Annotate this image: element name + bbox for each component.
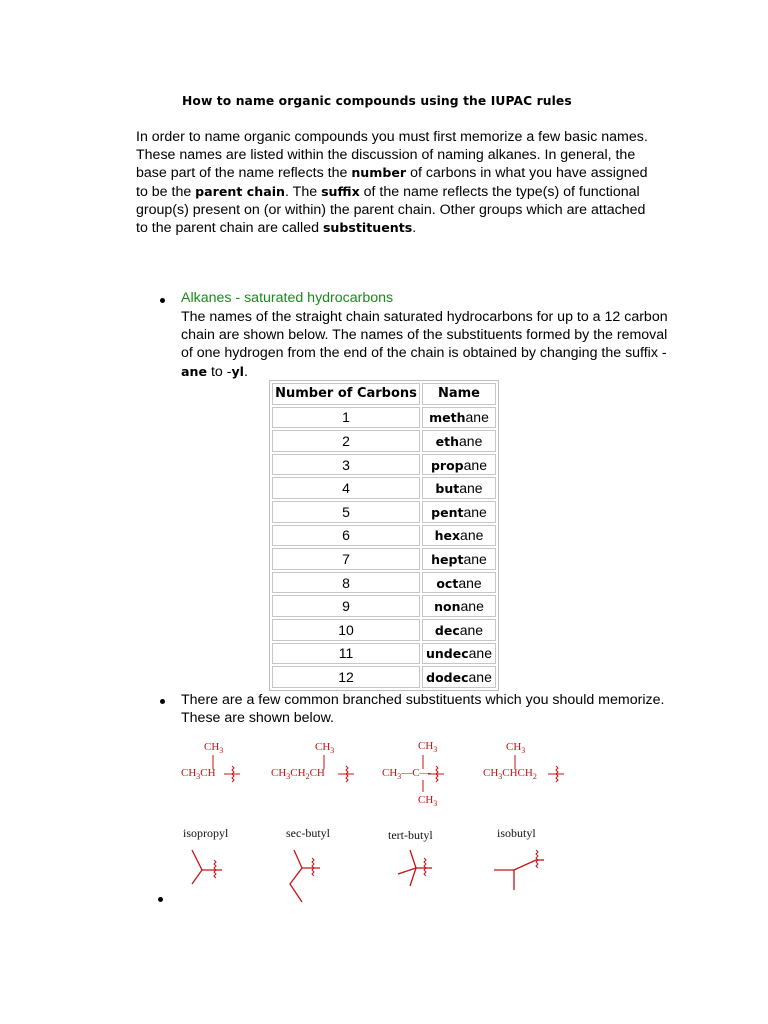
secbutyl-condensed: $CH_3CH_2CH$ — [271, 767, 325, 782]
bullet-marker — [160, 298, 165, 303]
label-sec-butyl: sec-butyl — [286, 826, 330, 840]
alkane-suffix: ane — [460, 527, 484, 544]
emphasis-term: substituents — [322, 220, 413, 236]
alkane-suffix: ane — [463, 456, 487, 473]
intro-paragraph: In order to name organic compounds you must first memorize a few basic names. These names are listed within the discussion of naming alkanes. In general, the base part of the name reflects the number of carbons in what you have assigned to be the parent chain. The suffix of the name reflects the type(s) of functional group(s) present on (or within) the parent chain. Other groups which are attached to the parent chain are called substituents. — [136, 129, 648, 237]
alkane-stem: dodec — [426, 669, 469, 685]
table-row — [272, 643, 496, 665]
column-header-name: Name — [422, 383, 496, 405]
table-header-row — [272, 383, 496, 405]
alkane-suffix: ane — [463, 503, 487, 520]
emphasis-term: parent chain — [195, 183, 286, 199]
alkane-stem: hex — [434, 528, 461, 544]
table-row — [272, 619, 496, 641]
label-isobutyl: isobutyl — [497, 826, 536, 840]
alkane-name-cell — [422, 643, 496, 665]
carbon-count-cell: 9 — [272, 595, 420, 617]
table-row — [272, 666, 496, 688]
carbon-count-cell: 7 — [272, 548, 420, 570]
alkane-name-cell — [422, 454, 496, 476]
carbon-count-cell: 2 — [272, 430, 420, 452]
alkanes-heading: Alkanes - saturated hydrocarbons — [181, 290, 394, 306]
alkane-name-cell — [422, 407, 496, 429]
alkane-stem: non — [434, 599, 461, 615]
alkane-name-cell — [422, 666, 496, 688]
alkane-stem: dec — [434, 622, 460, 638]
carbon-count-cell: 6 — [272, 525, 420, 547]
alkane-name-cell — [422, 572, 496, 594]
carbon-count-cell: 5 — [272, 501, 420, 523]
table-row — [272, 430, 496, 452]
carbon-count-cell: 10 — [272, 619, 420, 641]
carbon-count-cell: 12 — [272, 666, 420, 688]
isobutyl-skeletal — [492, 848, 550, 892]
emphasis-term: suffix — [321, 183, 360, 199]
label-isopropyl: isopropyl — [183, 826, 229, 840]
tertbutyl-condensed: $CH_3—C—$ — [382, 767, 431, 782]
tertbutyl-ch3-bottom: $CH_3$ — [418, 794, 438, 809]
table-row — [272, 595, 496, 617]
alkane-suffix: ane — [463, 550, 487, 567]
branched-paragraph: There are a few common branched substituents which you should memorize. These are shown below. — [181, 692, 665, 727]
carbon-count-cell: 1 — [272, 407, 420, 429]
secbutyl-skeletal — [286, 848, 330, 906]
label-tert-butyl: tert-butyl — [388, 828, 433, 842]
table-body — [272, 407, 496, 688]
alkane-name-cell — [422, 548, 496, 570]
table-row — [272, 525, 496, 547]
alkane-suffix: ane — [460, 598, 484, 615]
bullet-marker — [160, 699, 165, 704]
isobutyl-condensed: $CH_3CHCH_2$ — [483, 767, 537, 782]
alkanes-paragraph: The names of the straight chain saturated hydrocarbons for up to a 12 carbon chain are shown below. The names of the substituents formed by the removal of one hydrogen from the end of the chain is obtained by changing the suffix -ane to -yl. — [181, 309, 668, 380]
isobutyl-ch3-top: $CH_3$ — [506, 741, 526, 756]
alkane-name-cell — [422, 430, 496, 452]
alkane-stem: hept — [431, 551, 464, 567]
secbutyl-ch3-top: $CH_3$ — [315, 741, 335, 756]
alkane-suffix: ane — [459, 480, 483, 497]
carbon-count-cell: 3 — [272, 454, 420, 476]
alkane-stem: undec — [426, 646, 469, 662]
tertbutyl-ch3-top: $CH_3$ — [418, 740, 438, 755]
alkane-names-table — [269, 380, 499, 691]
alkane-suffix: ane — [468, 645, 492, 662]
alkane-suffix: ane — [468, 668, 492, 685]
alkane-stem: meth — [429, 410, 466, 426]
alkane-suffix: ane — [459, 621, 484, 638]
table-row — [272, 501, 496, 523]
carbon-count-cell: 11 — [272, 643, 420, 665]
emphasis-term: yl — [231, 363, 244, 379]
alkane-name-cell — [422, 477, 496, 499]
alkane-suffix: ane — [465, 409, 489, 426]
alkane-stem: prop — [430, 457, 464, 473]
alkane-name-cell — [422, 619, 496, 641]
column-header-number-of-carbons: Number of Carbons — [272, 383, 420, 405]
page-title: How to name organic compounds using the IUPAC rules — [182, 94, 572, 108]
table-row — [272, 548, 496, 570]
isopropyl-skeletal — [188, 848, 228, 888]
emphasis-term: number — [351, 165, 407, 181]
bullet-marker-empty — [158, 897, 163, 902]
alkane-stem: pent — [431, 504, 464, 520]
alkane-name-cell — [422, 525, 496, 547]
table-row — [272, 454, 496, 476]
alkane-name-cell — [422, 595, 496, 617]
alkane-stem: eth — [435, 433, 459, 449]
alkane-stem: oct — [436, 575, 459, 591]
carbon-count-cell: 4 — [272, 477, 420, 499]
tertbutyl-skeletal — [396, 848, 436, 890]
carbon-count-cell: 8 — [272, 572, 420, 594]
alkane-suffix: ane — [458, 574, 482, 591]
alkane-stem: but — [435, 481, 460, 497]
alkane-suffix: ane — [459, 432, 483, 449]
isopropyl-condensed: $CH_3CH$ — [181, 767, 216, 782]
emphasis-term: ane — [181, 363, 208, 379]
alkane-name-cell — [422, 501, 496, 523]
table-row — [272, 407, 496, 429]
isopropyl-ch3-top: $CH_3$ — [204, 741, 224, 756]
table-row — [272, 477, 496, 499]
table-row — [272, 572, 496, 594]
